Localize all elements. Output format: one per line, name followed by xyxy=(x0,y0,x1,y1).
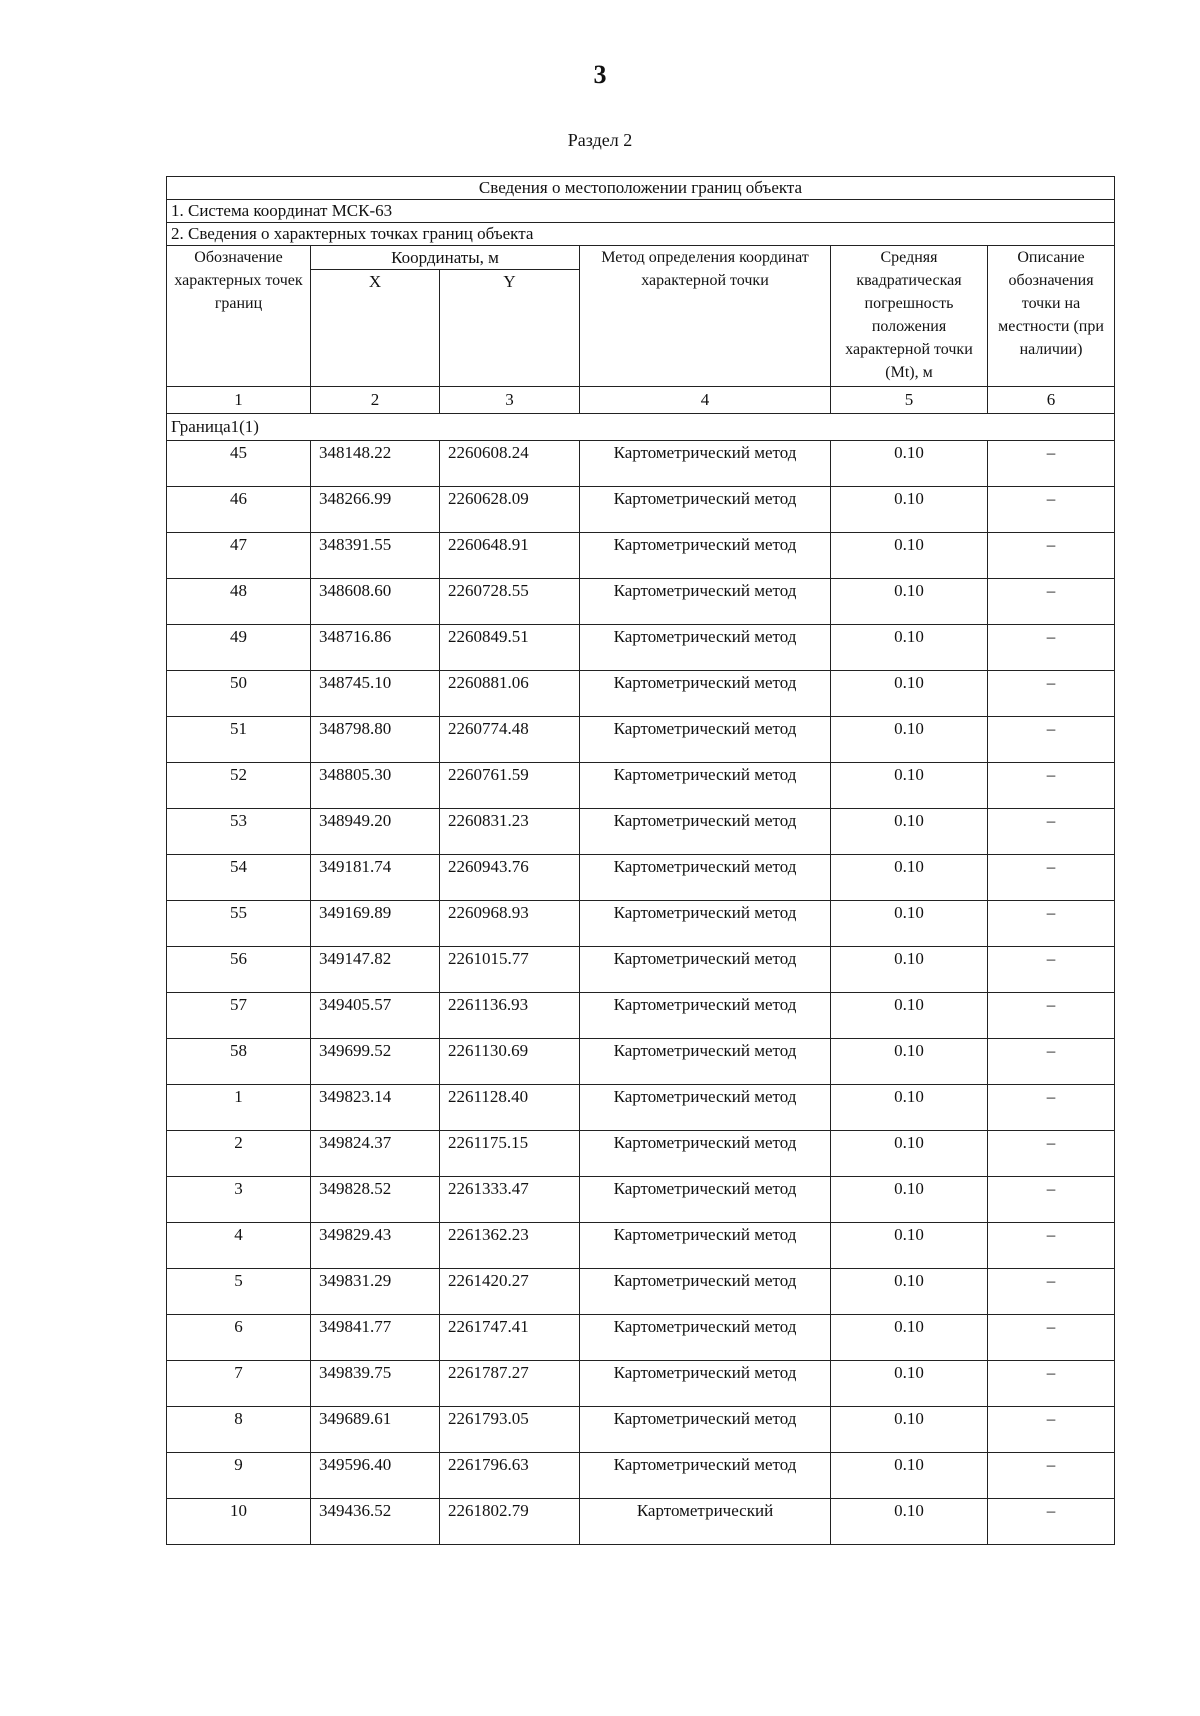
coord-x: 348805.30 xyxy=(311,763,440,809)
coord-y: 2261793.05 xyxy=(440,1407,580,1453)
method-cell: Картометрический метод xyxy=(580,1269,831,1315)
point-number: 47 xyxy=(167,533,311,579)
point-number: 1 xyxy=(167,1085,311,1131)
point-number: 2 xyxy=(167,1131,311,1177)
table-row xyxy=(167,625,1115,671)
description-cell: – xyxy=(988,1269,1115,1315)
table-row xyxy=(167,993,1115,1039)
coord-y: 2260648.91 xyxy=(440,533,580,579)
header-method: Метод определения координат характерной точки xyxy=(580,246,831,387)
coord-y: 2260608.24 xyxy=(440,441,580,487)
point-number: 7 xyxy=(167,1361,311,1407)
table-title: Сведения о местоположении границ объекта xyxy=(167,177,1115,200)
method-cell: Картометрический метод xyxy=(580,441,831,487)
header-error: Средняя квадратическая погрешность положения характерной точки (Mt), м xyxy=(831,246,988,387)
coord-x: 348391.55 xyxy=(311,533,440,579)
header-designation: Обозначение характерных точек границ xyxy=(167,246,311,387)
table-row xyxy=(167,1453,1115,1499)
table-row xyxy=(167,1131,1115,1177)
description-cell: – xyxy=(988,625,1115,671)
coord-y: 2260943.76 xyxy=(440,855,580,901)
coord-x: 348716.86 xyxy=(311,625,440,671)
coord-x: 349181.74 xyxy=(311,855,440,901)
point-number: 4 xyxy=(167,1223,311,1269)
error-cell: 0.10 xyxy=(831,901,988,947)
coord-x: 348148.22 xyxy=(311,441,440,487)
coord-y: 2261015.77 xyxy=(440,947,580,993)
error-cell: 0.10 xyxy=(831,625,988,671)
point-number: 53 xyxy=(167,809,311,855)
coord-x: 349699.52 xyxy=(311,1039,440,1085)
table-row xyxy=(167,763,1115,809)
error-cell: 0.10 xyxy=(831,717,988,763)
point-number: 52 xyxy=(167,763,311,809)
coord-x: 349405.57 xyxy=(311,993,440,1039)
method-cell: Картометрический метод xyxy=(580,1039,831,1085)
method-cell: Картометрический метод xyxy=(580,809,831,855)
description-cell: – xyxy=(988,1085,1115,1131)
method-cell: Картометрический метод xyxy=(580,855,831,901)
description-cell: – xyxy=(988,579,1115,625)
coord-x: 349169.89 xyxy=(311,901,440,947)
coord-x: 349839.75 xyxy=(311,1361,440,1407)
points-heading: 2. Сведения о характерных точках границ объекта xyxy=(167,223,1115,246)
table-row xyxy=(167,487,1115,533)
coord-x: 349147.82 xyxy=(311,947,440,993)
column-number: 3 xyxy=(440,387,580,414)
method-cell: Картометрический метод xyxy=(580,487,831,533)
method-cell: Картометрический метод xyxy=(580,1131,831,1177)
description-cell: – xyxy=(988,1361,1115,1407)
coord-y: 2261128.40 xyxy=(440,1085,580,1131)
description-cell: – xyxy=(988,947,1115,993)
header-coordinates: Координаты, м xyxy=(311,246,580,270)
description-cell: – xyxy=(988,993,1115,1039)
coord-y: 2261796.63 xyxy=(440,1453,580,1499)
coord-x: 348949.20 xyxy=(311,809,440,855)
table-row xyxy=(167,579,1115,625)
coord-y: 2260831.23 xyxy=(440,809,580,855)
error-cell: 0.10 xyxy=(831,441,988,487)
description-cell: – xyxy=(988,533,1115,579)
error-cell: 0.10 xyxy=(831,809,988,855)
header-description: Описание обозначения точки на местности (при наличии) xyxy=(988,246,1115,387)
error-cell: 0.10 xyxy=(831,533,988,579)
section-title: Раздел 2 xyxy=(567,130,633,150)
coord-y: 2261130.69 xyxy=(440,1039,580,1085)
error-cell: 0.10 xyxy=(831,671,988,717)
table-row xyxy=(167,1361,1115,1407)
description-cell: – xyxy=(988,1407,1115,1453)
method-cell: Картометрический метод xyxy=(580,1361,831,1407)
column-number: 2 xyxy=(311,387,440,414)
coord-x: 348266.99 xyxy=(311,487,440,533)
table-row xyxy=(167,671,1115,717)
method-cell: Картометрический метод xyxy=(580,993,831,1039)
point-number: 56 xyxy=(167,947,311,993)
error-cell: 0.10 xyxy=(831,993,988,1039)
description-cell: – xyxy=(988,1177,1115,1223)
boundary-label: Граница1(1) xyxy=(167,414,1115,441)
coord-x: 349824.37 xyxy=(311,1131,440,1177)
point-number: 58 xyxy=(167,1039,311,1085)
point-number: 46 xyxy=(167,487,311,533)
column-number: 4 xyxy=(580,387,831,414)
description-cell: – xyxy=(988,1453,1115,1499)
error-cell: 0.10 xyxy=(831,1453,988,1499)
description-cell: – xyxy=(988,1131,1115,1177)
table-row xyxy=(167,717,1115,763)
method-cell: Картометрический метод xyxy=(580,947,831,993)
coord-y: 2260849.51 xyxy=(440,625,580,671)
point-number: 6 xyxy=(167,1315,311,1361)
coord-y: 2261362.23 xyxy=(440,1223,580,1269)
point-number: 9 xyxy=(167,1453,311,1499)
column-number: 5 xyxy=(831,387,988,414)
method-cell: Картометрический метод xyxy=(580,1177,831,1223)
coord-y: 2261802.79 xyxy=(440,1499,580,1545)
table-row xyxy=(167,1177,1115,1223)
coord-y: 2261787.27 xyxy=(440,1361,580,1407)
description-cell: – xyxy=(988,441,1115,487)
header-x: X xyxy=(311,270,440,387)
description-cell: – xyxy=(988,487,1115,533)
point-number: 3 xyxy=(167,1177,311,1223)
point-number: 54 xyxy=(167,855,311,901)
error-cell: 0.10 xyxy=(831,487,988,533)
error-cell: 0.10 xyxy=(831,1407,988,1453)
method-cell: Картометрический метод xyxy=(580,1315,831,1361)
coord-x: 348745.10 xyxy=(311,671,440,717)
coord-y: 2260881.06 xyxy=(440,671,580,717)
coord-x: 349689.61 xyxy=(311,1407,440,1453)
table-row xyxy=(167,901,1115,947)
error-cell: 0.10 xyxy=(831,1315,988,1361)
point-number: 55 xyxy=(167,901,311,947)
table-row xyxy=(167,533,1115,579)
error-cell: 0.10 xyxy=(831,1223,988,1269)
method-cell: Картометрический метод xyxy=(580,1223,831,1269)
coord-x: 349841.77 xyxy=(311,1315,440,1361)
method-cell: Картометрический метод xyxy=(580,901,831,947)
error-cell: 0.10 xyxy=(831,1269,988,1315)
table-row xyxy=(167,1315,1115,1361)
coord-y: 2260968.93 xyxy=(440,901,580,947)
column-number: 6 xyxy=(988,387,1115,414)
error-cell: 0.10 xyxy=(831,947,988,993)
method-cell: Картометрический метод xyxy=(580,717,831,763)
error-cell: 0.10 xyxy=(831,1085,988,1131)
description-cell: – xyxy=(988,1315,1115,1361)
description-cell: – xyxy=(988,1039,1115,1085)
point-number: 10 xyxy=(167,1499,311,1545)
column-number: 1 xyxy=(167,387,311,414)
description-cell: – xyxy=(988,855,1115,901)
description-cell: – xyxy=(988,671,1115,717)
point-number: 8 xyxy=(167,1407,311,1453)
description-cell: – xyxy=(988,717,1115,763)
error-cell: 0.10 xyxy=(831,1177,988,1223)
table-row xyxy=(167,1407,1115,1453)
error-cell: 0.10 xyxy=(831,1361,988,1407)
error-cell: 0.10 xyxy=(831,579,988,625)
error-cell: 0.10 xyxy=(831,1499,988,1545)
coord-y: 2260628.09 xyxy=(440,487,580,533)
coord-x: 349831.29 xyxy=(311,1269,440,1315)
coord-y: 2261333.47 xyxy=(440,1177,580,1223)
coord-x: 348798.80 xyxy=(311,717,440,763)
coord-x: 349828.52 xyxy=(311,1177,440,1223)
table-row xyxy=(167,947,1115,993)
table-row xyxy=(167,1085,1115,1131)
method-cell: Картометрический метод xyxy=(580,579,831,625)
point-number: 49 xyxy=(167,625,311,671)
boundary-points-table xyxy=(166,176,1115,1545)
method-cell: Картометрический метод xyxy=(580,1085,831,1131)
table-row xyxy=(167,1039,1115,1085)
table-row xyxy=(167,1499,1115,1545)
coord-x: 349596.40 xyxy=(311,1453,440,1499)
table-row xyxy=(167,855,1115,901)
method-cell: Картометрический метод xyxy=(580,763,831,809)
error-cell: 0.10 xyxy=(831,1039,988,1085)
page-number: 3 xyxy=(593,60,607,89)
method-cell: Картометрический метод xyxy=(580,625,831,671)
point-number: 50 xyxy=(167,671,311,717)
method-cell: Картометрический метод xyxy=(580,671,831,717)
point-number: 57 xyxy=(167,993,311,1039)
error-cell: 0.10 xyxy=(831,855,988,901)
point-number: 5 xyxy=(167,1269,311,1315)
coord-y: 2261747.41 xyxy=(440,1315,580,1361)
coord-x: 349436.52 xyxy=(311,1499,440,1545)
method-cell: Картометрический xyxy=(580,1499,831,1545)
coord-x: 348608.60 xyxy=(311,579,440,625)
table-row xyxy=(167,809,1115,855)
coord-y: 2260728.55 xyxy=(440,579,580,625)
coordinate-system: 1. Система координат МСК-63 xyxy=(167,200,1115,223)
table-row xyxy=(167,1269,1115,1315)
error-cell: 0.10 xyxy=(831,763,988,809)
header-y: Y xyxy=(440,270,580,387)
method-cell: Картометрический метод xyxy=(580,1407,831,1453)
table-row xyxy=(167,1223,1115,1269)
description-cell: – xyxy=(988,763,1115,809)
description-cell: – xyxy=(988,901,1115,947)
point-number: 45 xyxy=(167,441,311,487)
table-row xyxy=(167,441,1115,487)
error-cell: 0.10 xyxy=(831,1131,988,1177)
coord-y: 2261136.93 xyxy=(440,993,580,1039)
description-cell: – xyxy=(988,1499,1115,1545)
description-cell: – xyxy=(988,809,1115,855)
method-cell: Картометрический метод xyxy=(580,1453,831,1499)
point-number: 51 xyxy=(167,717,311,763)
coord-y: 2260774.48 xyxy=(440,717,580,763)
coord-y: 2261175.15 xyxy=(440,1131,580,1177)
method-cell: Картометрический метод xyxy=(580,533,831,579)
coord-x: 349829.43 xyxy=(311,1223,440,1269)
point-number: 48 xyxy=(167,579,311,625)
coord-y: 2260761.59 xyxy=(440,763,580,809)
description-cell: – xyxy=(988,1223,1115,1269)
coord-y: 2261420.27 xyxy=(440,1269,580,1315)
coord-x: 349823.14 xyxy=(311,1085,440,1131)
